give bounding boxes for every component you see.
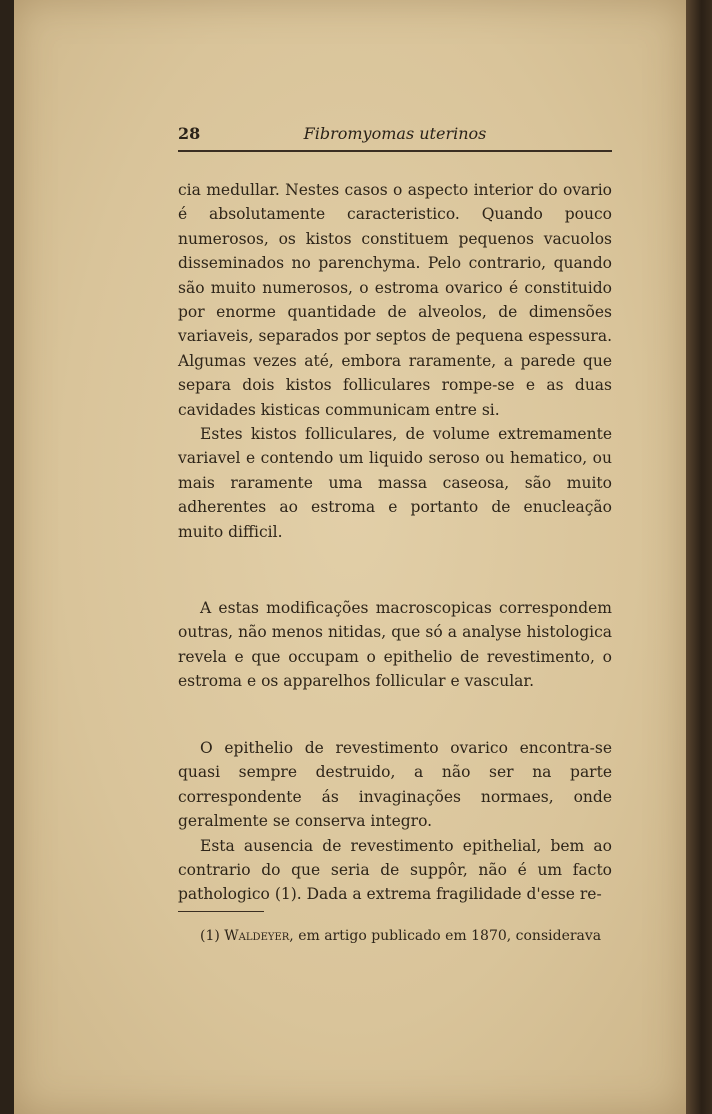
text-block-1: [178, 178, 612, 544]
header-rule: [178, 150, 612, 152]
footnote: [178, 926, 612, 946]
running-title: Fibromyomas uterinos: [303, 124, 487, 143]
footnote-marker: (1): [200, 928, 220, 944]
book-spine: [686, 0, 712, 1114]
paragraph-4: O epithelio de revestimento ovarico encontra-se quasi sempre destruido, a não ser na parte correspondente ás invaginações normaes, onde geralmente se conserva integro.: [178, 739, 612, 831]
page-header: [178, 124, 612, 148]
paragraph-1: cia medullar. Nestes casos o aspecto interior do ovario é absolutamente caracteristico. Quando pouco numerosos, os kistos constituem pequenos vacuolos disseminados no parenchyma. Pelo contrario, quando são muito numerosos, o estroma ovarico é constituido por enorme quantidade de alveolos, de dimensões variaveis, separados por septos de pequena espessura. Algumas vezes até, embora raramente, a parede que separa dois kistos folliculares rompe-se e as duas cavidades kisticas communicam entre si.: [178, 181, 612, 419]
page-number: 28: [178, 124, 201, 143]
paragraph-2: Estes kistos folliculares, de volume extremamente variavel e contendo um liquido seroso ou hematico, ou mais raramente uma massa caseosa, são muito adherentes ao estroma e portanto de enucleação muito difficil.: [178, 425, 612, 541]
paragraph-3: A estas modificações macroscopicas correspondem outras, não menos nitidas, que só a analyse histologica revela e que occupam o epithelio de revestimento, o estroma e os apparelhos follicular e vascular.: [178, 599, 612, 691]
footnote-rule: [178, 911, 264, 912]
text-block-2: [178, 596, 612, 694]
paragraph-5: Esta ausencia de revestimento epithelial, bem ao contrario do que seria de suppôr, não é um facto pathologico (1). Dada a extrema fragilidade d'esse re-: [178, 836, 612, 904]
footnote-author: Waldeyer,: [224, 928, 294, 944]
text-block-3: [178, 736, 612, 907]
footnote-text: em artigo publicado em 1870, considerava: [298, 928, 602, 944]
book-page: [14, 0, 686, 1114]
